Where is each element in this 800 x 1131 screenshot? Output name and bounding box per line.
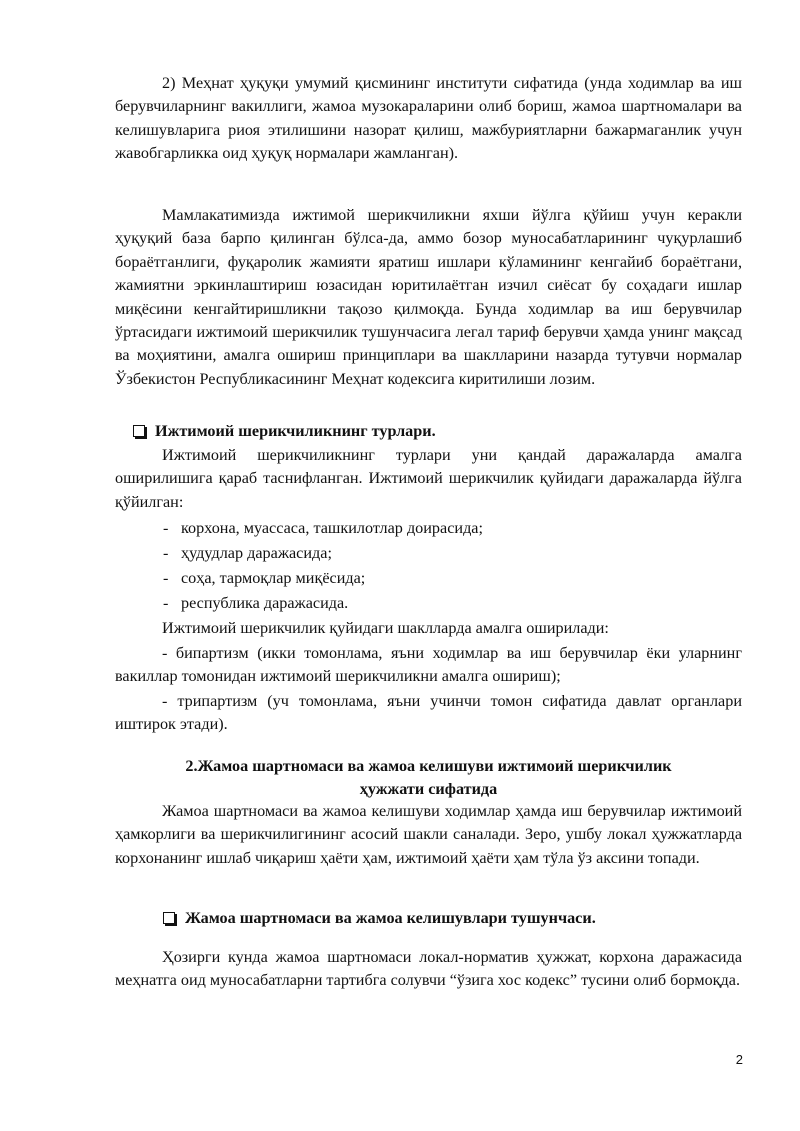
paragraph-collective-agreement: Жамоа шартномаси ва жамоа келишуви ходимлар ҳамда иш берувчилар ижтимоий ҳамкорлиги ва шерикчилигининг асосий шакли саналади. Зеро, ушбу локал ҳужжатларда корхонанинг ишлаб чиқариш ҳаёти ҳам, ижтимоий ҳаёти ҳам тўла ўз аксини топади. bbox=[115, 802, 742, 867]
section-bullet-concepts: Жамоа шартномаси ва жамоа келишувлари тушунчаси. bbox=[163, 907, 783, 930]
paragraph-types-classification: Ижтимоий шерикчиликнинг турлари уни қандай даражаларда амалга оширилишига қараб таснифланган. Ижтимоий шерикчилик қуйидаги даражаларда йўлга қўйилган: bbox=[115, 446, 742, 511]
section-bullet-types: Ижтимоий шерикчиликнинг турлари. bbox=[133, 420, 753, 443]
list-item: - республика даражасида. bbox=[163, 594, 349, 612]
page-number: 2 bbox=[735, 1052, 743, 1067]
list-item: - соҳа, тармоқлар миқёсида; bbox=[163, 569, 366, 587]
paragraph-tripartism: - трипартизм (уч томонлама, яъни учинчи томон сифатида давлат органлари иштирок этади). bbox=[115, 692, 742, 734]
paragraph-forms-intro: Ижтимоий шерикчилик қуйидаги шаклларда амалга оширилади: bbox=[162, 619, 609, 637]
list-item: - ҳудудлар даражасида; bbox=[163, 544, 332, 562]
section-heading: 2.Жамоа шартномаси ва жамоа келишуви ижтимоий шерикчилик ҳужжати сифатида bbox=[185, 757, 672, 799]
list-item: - корхона, муассаса, ташкилотлар доирасида; bbox=[163, 519, 483, 537]
checkbox-bullet-icon bbox=[163, 912, 175, 924]
paragraph-local-normative: Ҳозирги кунда жамоа шартномаси локал-норматив ҳужжат, корхона даражасида меҳнатга оид муносабатларни тартибга солувчи “ўзига хос кодекс” тусини олиб бормоқда. bbox=[115, 948, 742, 990]
paragraph-labor-law-institute: 2) Меҳнат ҳуқуқи умумий қисмининг институти сифатида (унда ходимлар ва иш берувчиларнинг вакиллиги, жамоа музокараларини олиб бориш, жамоа шартномалари ва келишувларига риоя этилишини назорат қилиш, мажбуриятларни бажармаганлик учун жавобгарликка оид ҳуқуқ нормалари жамланган). bbox=[115, 74, 742, 163]
paragraph-bipartism: - бипартизм (икки томонлама, яъни ходимлар ва иш берувчилар ёки уларнинг вакиллар томонидан ижтимоий шерикчиликни амалга ошириш); bbox=[115, 644, 742, 686]
checkbox-bullet-icon bbox=[133, 425, 145, 437]
paragraph-legal-base: Мамлакатимизда ижтимой шерикчиликни яхши йўлга қўйиш учун керакли ҳуқуқий база барпо қилинган бўлса-да, аммо бозор муносабатларининг чуқурлашиб бораётганлиги, фуқаролик жамияти яратиш ишлари кўламининг кенгайиб бораётгани, жамиятни эркинлаштириш юзасидан юритилаётган изчил сиёсат бу соҳадаги ишлар миқёсини кенгайтиришликни тақозо қилмоқда. Бунда ходимлар ва иш берувчилар ўртасидаги ижтимоий шерикчилик тушунчасига легал тариф берувчи ҳамда унинг мақсад ва моҳиятини, амалга ошириш принциплари ва шаклларини назарда тутувчи нормалар Ўзбекистон Республикасининг Меҳнат кодексига киритилиши лозим. bbox=[115, 206, 742, 388]
